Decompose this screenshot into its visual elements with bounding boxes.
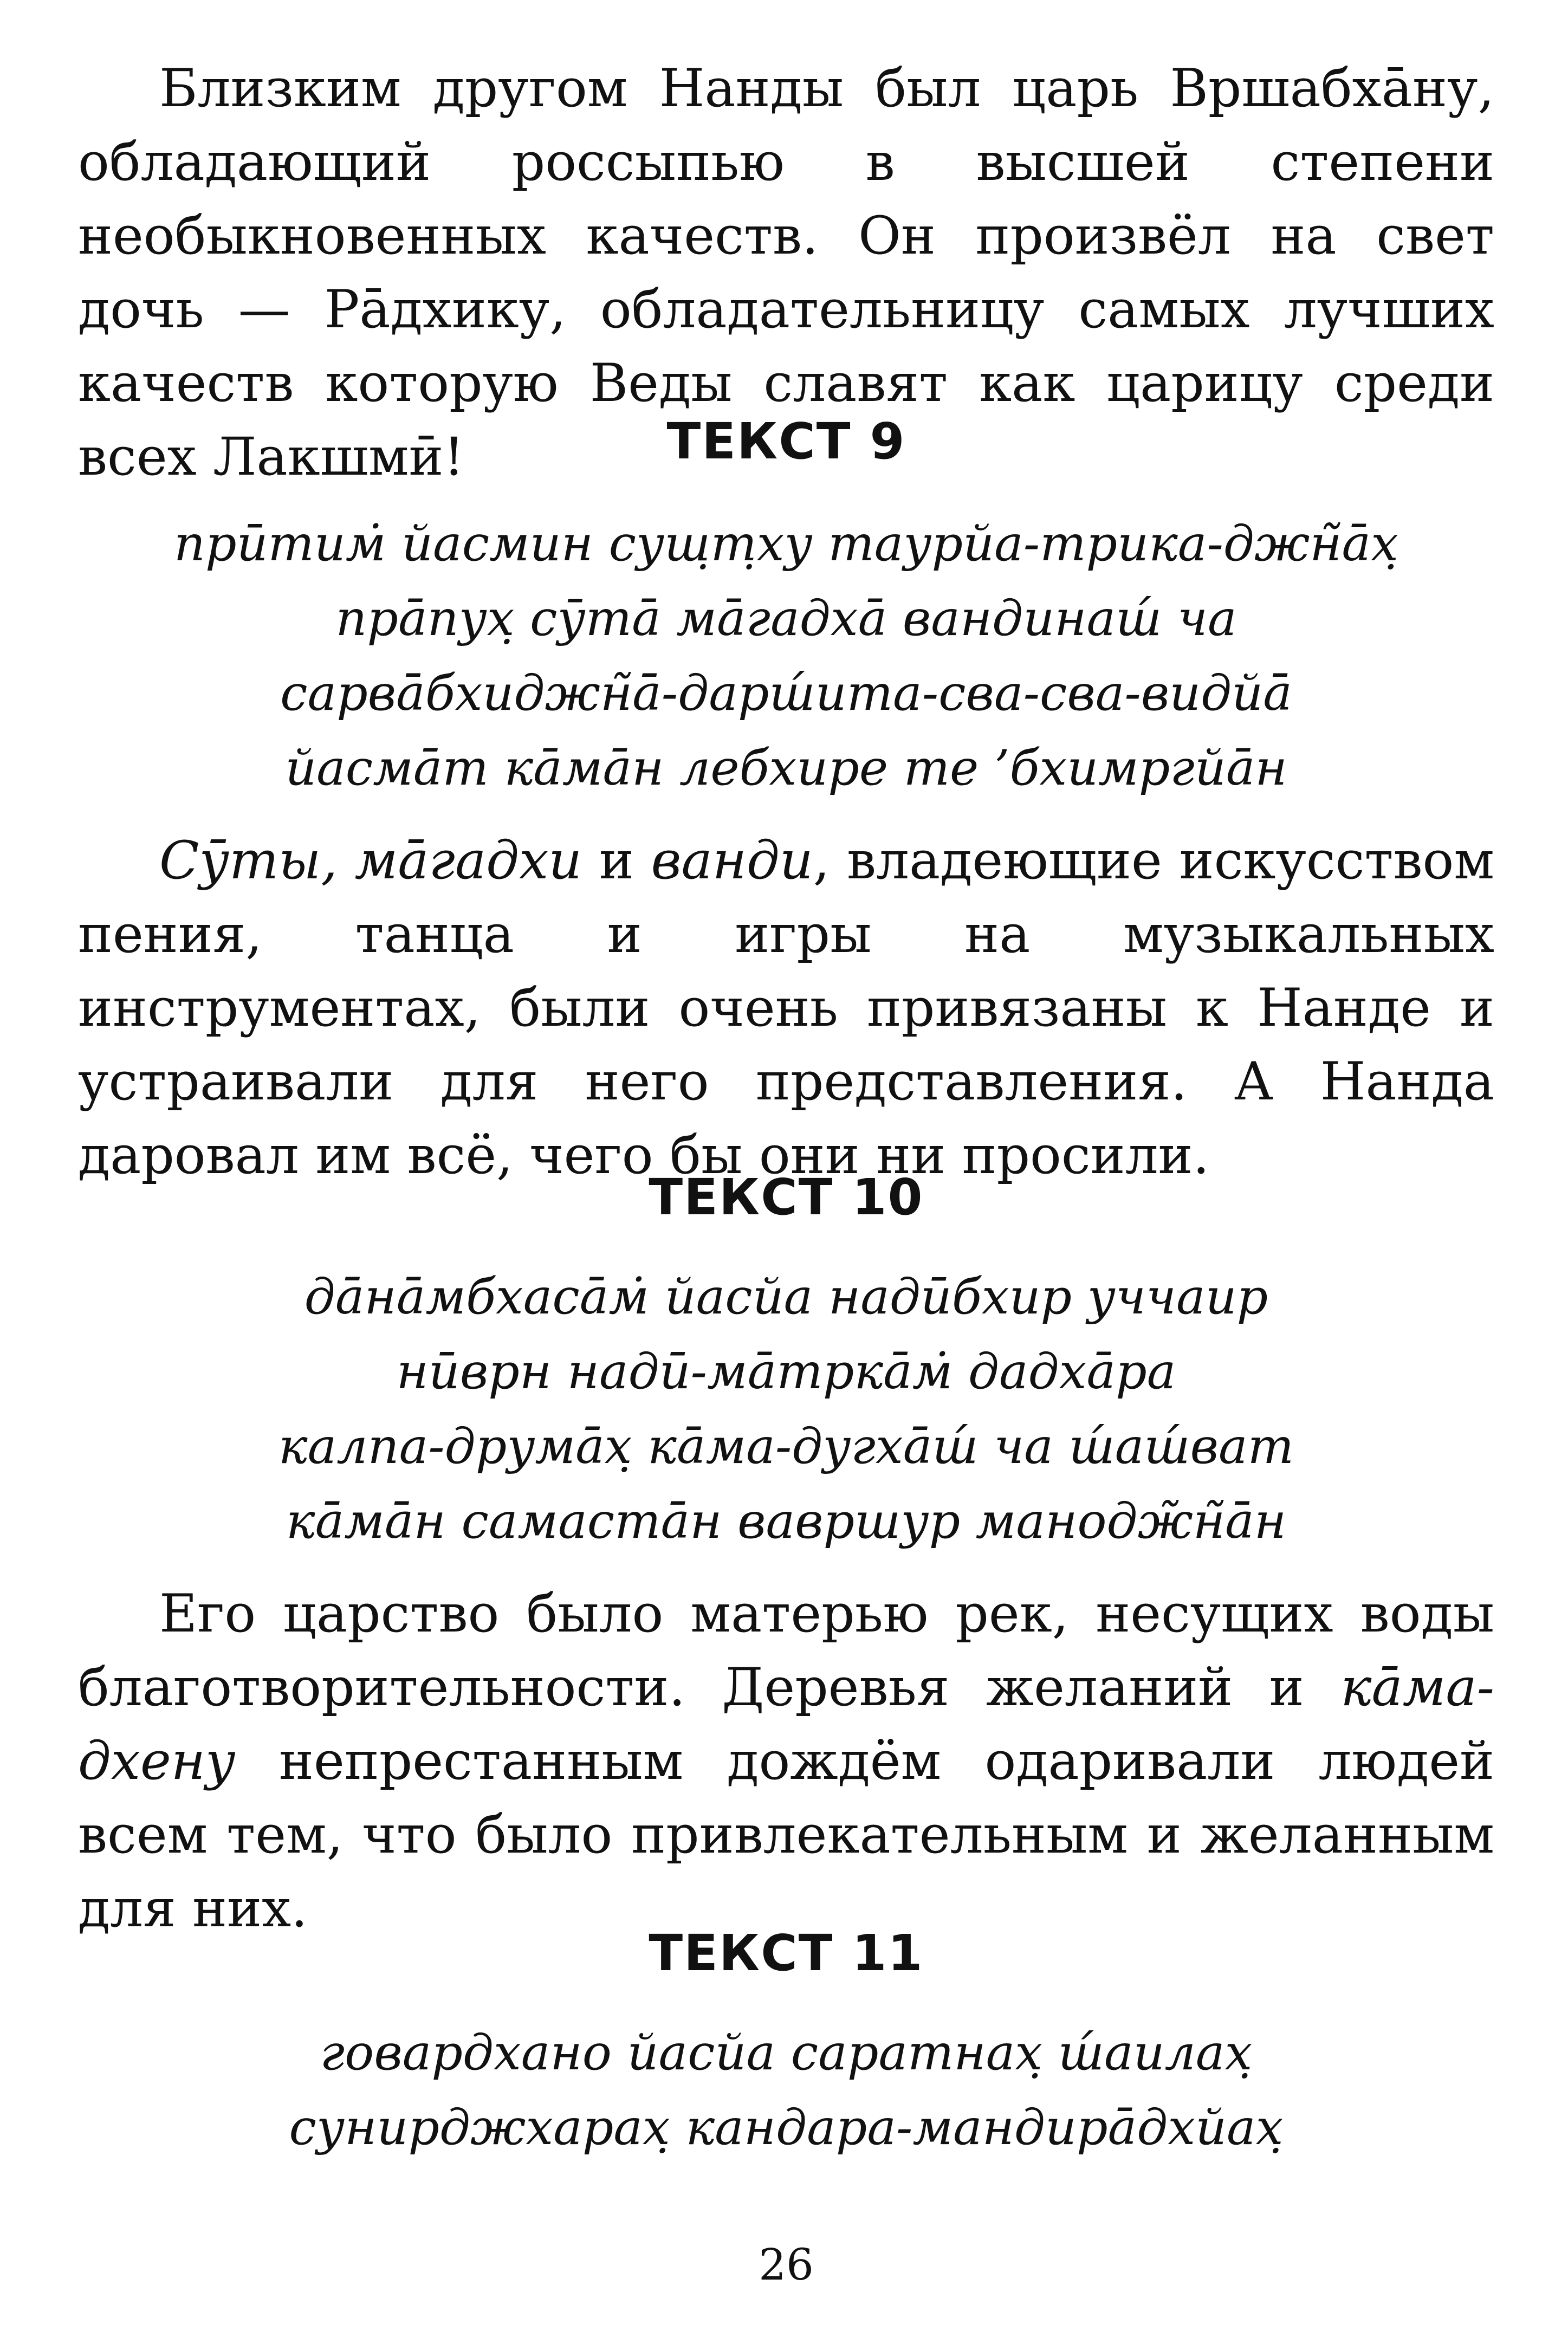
text-10-verse (78, 1260, 1494, 1559)
text-9-translation-plain-1: и (582, 830, 651, 891)
text-9-translation (78, 824, 1494, 1192)
page-number: 26 (759, 2239, 814, 2290)
text-11-verse-line-2: сунирджхарах̣ кандара-мандирāдхйах̣ (289, 2099, 1284, 2156)
text-10-verse-line-2: нӣврн надӣ-мāтркāм̇ дадхāра (396, 1343, 1176, 1400)
text-9-verse-line-3: сарвāбхиджн̃ā-дарш́ита-сва-сва-видйā (280, 665, 1292, 722)
text-11-heading: ТЕКСТ 11 (649, 1924, 924, 1982)
text-11-verse (78, 2016, 1494, 2165)
text-11-verse-line-1: говардхано йасйа саратнах̣ ш́аилах̣ (320, 2024, 1253, 2081)
text-9-verse (78, 507, 1494, 806)
text-10-translation-italic-1: кāма-дхену (78, 1657, 1494, 1791)
text-10-translation-plain-2: непрестанным дождём одаривали людей всем тем, что было привлекательным и желанным для них. (78, 1731, 1494, 1939)
book-page (78, 0, 1494, 2337)
text-9-translation-plain-2: , владеющие искусством пения, танца и игры на музыкальных инструментах, были очень привязаны к Нанде и устраивали для него представления. А Нанда даровал им всё, чего бы они ни просили. (78, 830, 1495, 1186)
text-9-translation-italic-1: Сӯты, мāгадхи (159, 830, 582, 891)
text-10-translation-plain-1: Его царство было матерью рек, несущих воды благотворительности. Деревья желаний и (78, 1583, 1494, 1718)
text-10-verse-line-4: кāмāн самастāн вавршур манодж̃н̃āн (286, 1493, 1287, 1550)
text-9-heading: ТЕКСТ 9 (666, 412, 906, 470)
text-10-verse-line-3: калпа-друмāх̣ кāма-дугхāш́ ча ш́аш́ват (278, 1418, 1294, 1475)
text-10-verse-line-1: дāнāмбхасāм̇ йасйа надӣбхир уччаир (304, 1268, 1268, 1325)
text-10-translation (78, 1577, 1494, 1945)
text-9-verse-line-1: прӣтим̇ йасмин суш̣т̣ху таурйа-трика-джн̃āх̣ (174, 515, 1398, 572)
text-9-verse-line-2: прāпух̣ сӯтā мāгадхā вандинаш́ ча (335, 590, 1237, 647)
text-9-verse-line-4: йасмāт кāмāн лебхире те ’бхимргйāн (285, 740, 1287, 797)
intro-paragraph-text: Близким другом Нанды был царь Вршабхāну, обладающий россыпью в высшей степени необыкновенных качеств. Он произвёл на свет дочь — Рāдхику, обладательницу самых лучших качеств которую Веды славят как царицу среди всех Лакшмӣ! (78, 58, 1494, 487)
text-10-heading: ТЕКСТ 10 (649, 1168, 924, 1226)
text-9-translation-italic-2: ванди (651, 830, 813, 891)
